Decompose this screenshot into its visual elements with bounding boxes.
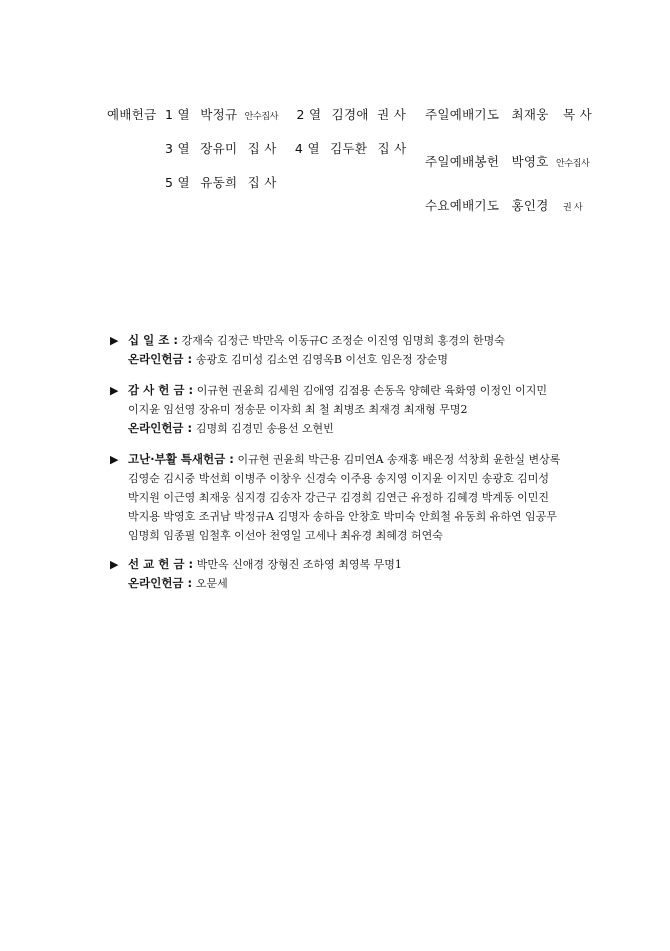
section-line bbox=[110, 450, 650, 469]
offering-label: 예배헌금 bbox=[107, 107, 157, 122]
name-list: 이규현 권윤희 박근용 김미연A 송재홍 배은정 석창희 윤한실 변상록 bbox=[237, 453, 561, 466]
row-number: 1 열 bbox=[165, 107, 190, 122]
section-line bbox=[110, 507, 650, 526]
role-title: 권 사 bbox=[562, 203, 583, 213]
row-number: 5 열 bbox=[165, 175, 190, 190]
row-title: 집 사 bbox=[247, 175, 277, 190]
name-list: 강재숙 김정근 박만옥 이동규C 조정순 이진영 임명희 홍경의 한명숙 bbox=[181, 334, 505, 347]
section-line bbox=[110, 419, 650, 438]
bullet-icon: ▶ bbox=[110, 384, 119, 397]
row-name: 장유미 bbox=[200, 141, 238, 156]
offering-row-3 bbox=[165, 173, 277, 191]
name-list: 송광호 김미성 김소연 김영옥B 이선호 임은정 장순명 bbox=[195, 353, 449, 366]
section-easter-special bbox=[110, 450, 650, 545]
role-label: 주일예배봉헌 bbox=[425, 154, 500, 169]
online-label: 온라인헌금 : bbox=[128, 352, 193, 366]
row-name: 김두환 bbox=[330, 141, 368, 156]
role-title: 목 사 bbox=[562, 107, 592, 122]
role-label: 수요예배기도 bbox=[425, 198, 500, 213]
section-line bbox=[110, 350, 650, 369]
role-name: 홍인경 bbox=[511, 198, 549, 213]
row-number: 4 열 bbox=[294, 141, 320, 156]
section-line bbox=[110, 400, 650, 419]
role-title: 안수집사 bbox=[555, 159, 590, 169]
row-number: 2 열 bbox=[296, 107, 322, 122]
section-mission bbox=[110, 555, 650, 593]
role-sunday-offering bbox=[425, 152, 590, 170]
bullet-icon: ▶ bbox=[110, 334, 119, 347]
row-title: 집 사 bbox=[247, 141, 277, 156]
section-line bbox=[110, 488, 650, 507]
role-wednesday-prayer bbox=[425, 196, 582, 214]
role-name: 박영호 bbox=[511, 154, 549, 169]
role-name: 최재웅 bbox=[511, 107, 549, 122]
section-label: 선 교 헌 금 : bbox=[128, 557, 194, 571]
section-line bbox=[110, 381, 650, 400]
offering-row-1 bbox=[165, 105, 406, 123]
online-label: 온라인헌금 : bbox=[128, 421, 193, 435]
row-name: 유동희 bbox=[200, 175, 238, 190]
section-line bbox=[110, 555, 650, 574]
online-label: 온라인헌금 : bbox=[128, 576, 193, 590]
row-title: 집 사 bbox=[377, 141, 407, 156]
name-list: 박지원 이근영 최재웅 심지경 김송자 강근구 김경희 김연근 유정하 김혜경 박계동 이민진 bbox=[128, 491, 549, 504]
section-line bbox=[110, 331, 650, 350]
section-tithe bbox=[110, 331, 650, 369]
name-list: 김영순 김시중 박선희 이병주 이창우 신경숙 이주용 송지영 이지윤 이지민 송광호 김미성 bbox=[128, 472, 549, 485]
bullet-icon: ▶ bbox=[110, 453, 119, 466]
role-sunday-prayer bbox=[425, 105, 592, 123]
offering-row-2 bbox=[165, 139, 407, 157]
section-label: 감 사 헌 금 : bbox=[128, 383, 194, 397]
name-list: 이지윤 임선영 장유미 정송문 이자희 최 철 최병조 최재경 최재형 무명2 bbox=[128, 403, 468, 416]
section-line bbox=[110, 526, 650, 545]
row-title: 안수집사 bbox=[244, 112, 279, 122]
row-name: 김경애 bbox=[331, 107, 369, 122]
row-title: 권 사 bbox=[377, 107, 407, 122]
row-number: 3 열 bbox=[165, 141, 190, 156]
section-thanksgiving bbox=[110, 381, 650, 438]
name-list: 박지용 박영호 조귀남 박정규A 김명자 송하음 안창호 박미숙 안희철 유동희 유하연 임공무 bbox=[128, 510, 557, 523]
section-label: 고난·부활 특새헌금 : bbox=[128, 452, 234, 466]
name-list: 임명희 임종필 임철후 이선아 천영일 고세나 최유경 최혜경 허연숙 bbox=[128, 529, 443, 542]
bullet-icon: ▶ bbox=[110, 558, 119, 571]
row-name: 박정규 bbox=[200, 107, 238, 122]
section-line bbox=[110, 469, 650, 488]
name-list: 김명희 김경민 송용선 오현빈 bbox=[195, 422, 334, 435]
role-label: 주일예배기도 bbox=[425, 107, 500, 122]
section-line bbox=[110, 574, 650, 593]
section-label: 십 일 조 : bbox=[128, 333, 178, 347]
name-list: 오문세 bbox=[195, 577, 228, 590]
name-list: 이규현 권윤희 김세원 김애영 김점용 손동옥 양혜란 육화영 이정인 이지민 bbox=[196, 384, 547, 397]
name-list: 박만옥 신애경 장형진 조하영 최영복 무명1 bbox=[196, 558, 402, 571]
